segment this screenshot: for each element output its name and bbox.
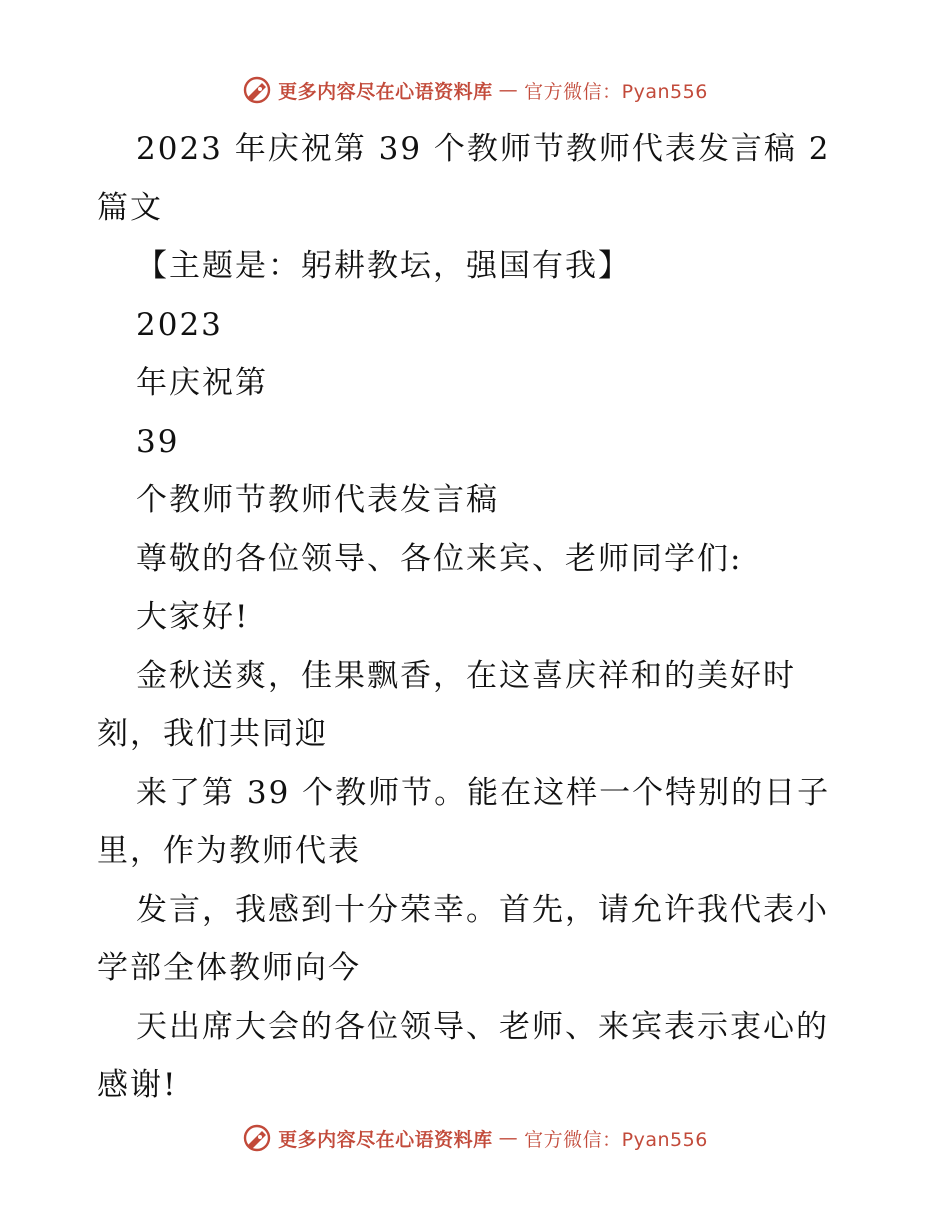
paragraph-line: 来了第 39 个教师节。能在这样一个特别的日子 [136, 774, 831, 811]
pen-nib-circle-icon [242, 75, 272, 105]
text-line: 39 [136, 423, 180, 460]
watermark-brand: 更多内容尽在心语资料库 [278, 1128, 493, 1151]
paragraph-line: 里，作为教师代表 [97, 833, 361, 869]
paragraph-line: 学部全体教师向今 [97, 950, 361, 986]
salutation-line: 尊敬的各位领导、各位来宾、老师同学们: [136, 540, 743, 577]
pen-nib-circle-icon [242, 1123, 272, 1153]
title-line-1: 2023 年庆祝第 39 个教师节教师代表发言稿 2 [136, 131, 831, 167]
theme-line: 【主题是：躬耕教坛，强国有我】 [136, 248, 631, 284]
greeting-line: 大家好! [136, 599, 250, 635]
paragraph-line: 金秋送爽，佳果飘香，在这喜庆祥和的美好时 [136, 657, 796, 694]
subtitle-line: 个教师节教师代表发言稿 [136, 482, 499, 518]
watermark-brand: 更多内容尽在心语资料库 [278, 80, 493, 103]
paragraph-line: 感谢! [97, 1067, 178, 1103]
watermark-wechat: 官方微信：Pyan556 [524, 80, 708, 103]
paragraph-line: 天出席大会的各位领导、老师、来宾表示衷心的 [136, 1008, 829, 1045]
title-line-2: 篇文 [97, 189, 163, 226]
header-watermark [0, 70, 950, 110]
watermark-wechat: 官方微信：Pyan556 [524, 1128, 708, 1151]
watermark-dash: — [498, 79, 519, 101]
text-line: 年庆祝第 [136, 365, 268, 401]
footer-watermark [0, 1118, 950, 1158]
paragraph-line: 刻，我们共同迎 [97, 716, 328, 752]
paragraph-line: 发言，我感到十分荣幸。首先，请允许我代表小 [136, 891, 829, 928]
watermark-dash: — [498, 1127, 519, 1149]
text-line: 2023 [136, 306, 223, 343]
document-body [97, 120, 857, 1115]
